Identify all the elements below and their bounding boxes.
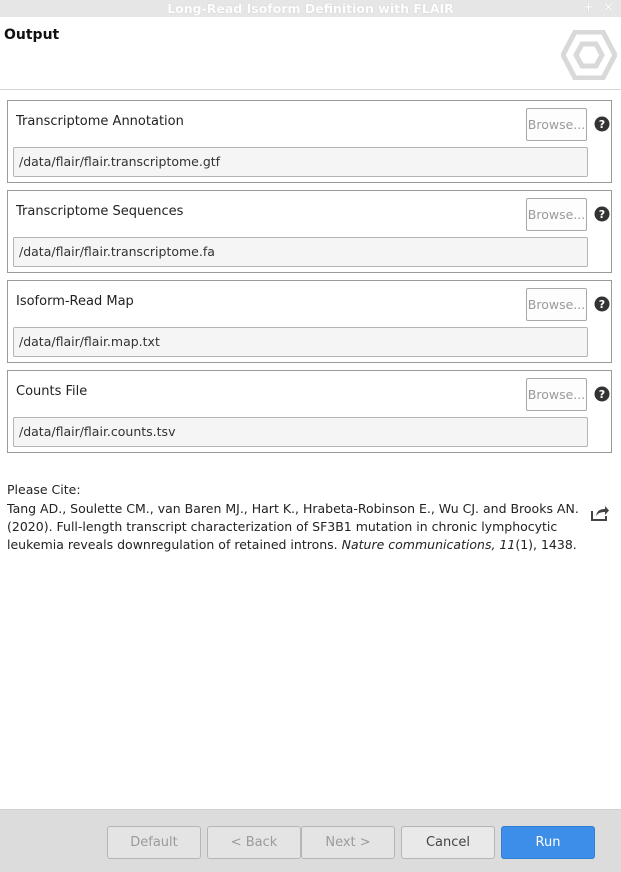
citation-text [7, 500, 587, 554]
next-button[interactable]: Next > [301, 826, 395, 859]
citation-label: Please Cite: [7, 482, 81, 497]
svg-text:?: ? [598, 298, 606, 312]
app-logo-icon [561, 30, 617, 80]
maximize-button[interactable]: + [583, 0, 594, 15]
transcriptome-sequences-path-field[interactable]: /data/flair/flair.transcriptome.fa [13, 237, 588, 267]
transcriptome-annotation-browse-button[interactable]: Browse... [526, 108, 587, 141]
counts-file-group [7, 370, 612, 453]
title-bar [0, 0, 621, 17]
isoform-read-map-path-field[interactable]: /data/flair/flair.map.txt [13, 327, 588, 357]
transcriptome-annotation-path-field[interactable]: /data/flair/flair.transcriptome.gtf [13, 147, 588, 177]
svg-text:?: ? [598, 208, 606, 222]
share-icon[interactable] [590, 504, 610, 522]
close-button[interactable]: × [603, 0, 614, 15]
help-icon[interactable] [594, 386, 610, 402]
default-button[interactable]: Default [107, 826, 201, 859]
page-header [0, 17, 621, 90]
help-icon[interactable] [594, 206, 610, 222]
help-icon[interactable] [594, 116, 610, 132]
run-button[interactable]: Run [501, 826, 595, 859]
wizard-footer [0, 809, 621, 872]
isoform-read-map-label: Isoform-Read Map [16, 294, 134, 309]
transcriptome-annotation-group [7, 100, 612, 183]
citation-pages: (1), 1438. [515, 537, 577, 552]
counts-file-label: Counts File [16, 384, 88, 399]
counts-file-path-field[interactable]: /data/flair/flair.counts.tsv [13, 417, 588, 447]
page-title: Output [4, 27, 60, 43]
cancel-button[interactable]: Cancel [401, 826, 495, 859]
citation-body: Tang AD., Soulette CM., van Baren MJ., Hart K., Hrabeta-Robinson E., Wu CJ. and Brooks AN. (2020). Full-length transcript characterization of SF3B1 mutation in chronic lymphocytic leukemia reveals downregulation of retained introns. [7, 501, 579, 552]
transcriptome-sequences-label: Transcriptome Sequences [16, 204, 184, 219]
isoform-read-map-browse-button[interactable]: Browse... [526, 288, 587, 321]
isoform-read-map-group [7, 280, 612, 363]
back-button[interactable]: < Back [207, 826, 301, 859]
help-icon[interactable] [594, 296, 610, 312]
citation-journal: Nature communications, 11 [341, 537, 516, 552]
svg-text:?: ? [598, 388, 606, 402]
transcriptome-sequences-group [7, 190, 612, 273]
window-title: Long-Read Isoform Definition with FLAIR [167, 1, 454, 16]
transcriptome-sequences-browse-button[interactable]: Browse... [526, 198, 587, 231]
counts-file-browse-button[interactable]: Browse... [526, 378, 587, 411]
transcriptome-annotation-label: Transcriptome Annotation [16, 114, 184, 129]
svg-text:?: ? [598, 118, 606, 132]
